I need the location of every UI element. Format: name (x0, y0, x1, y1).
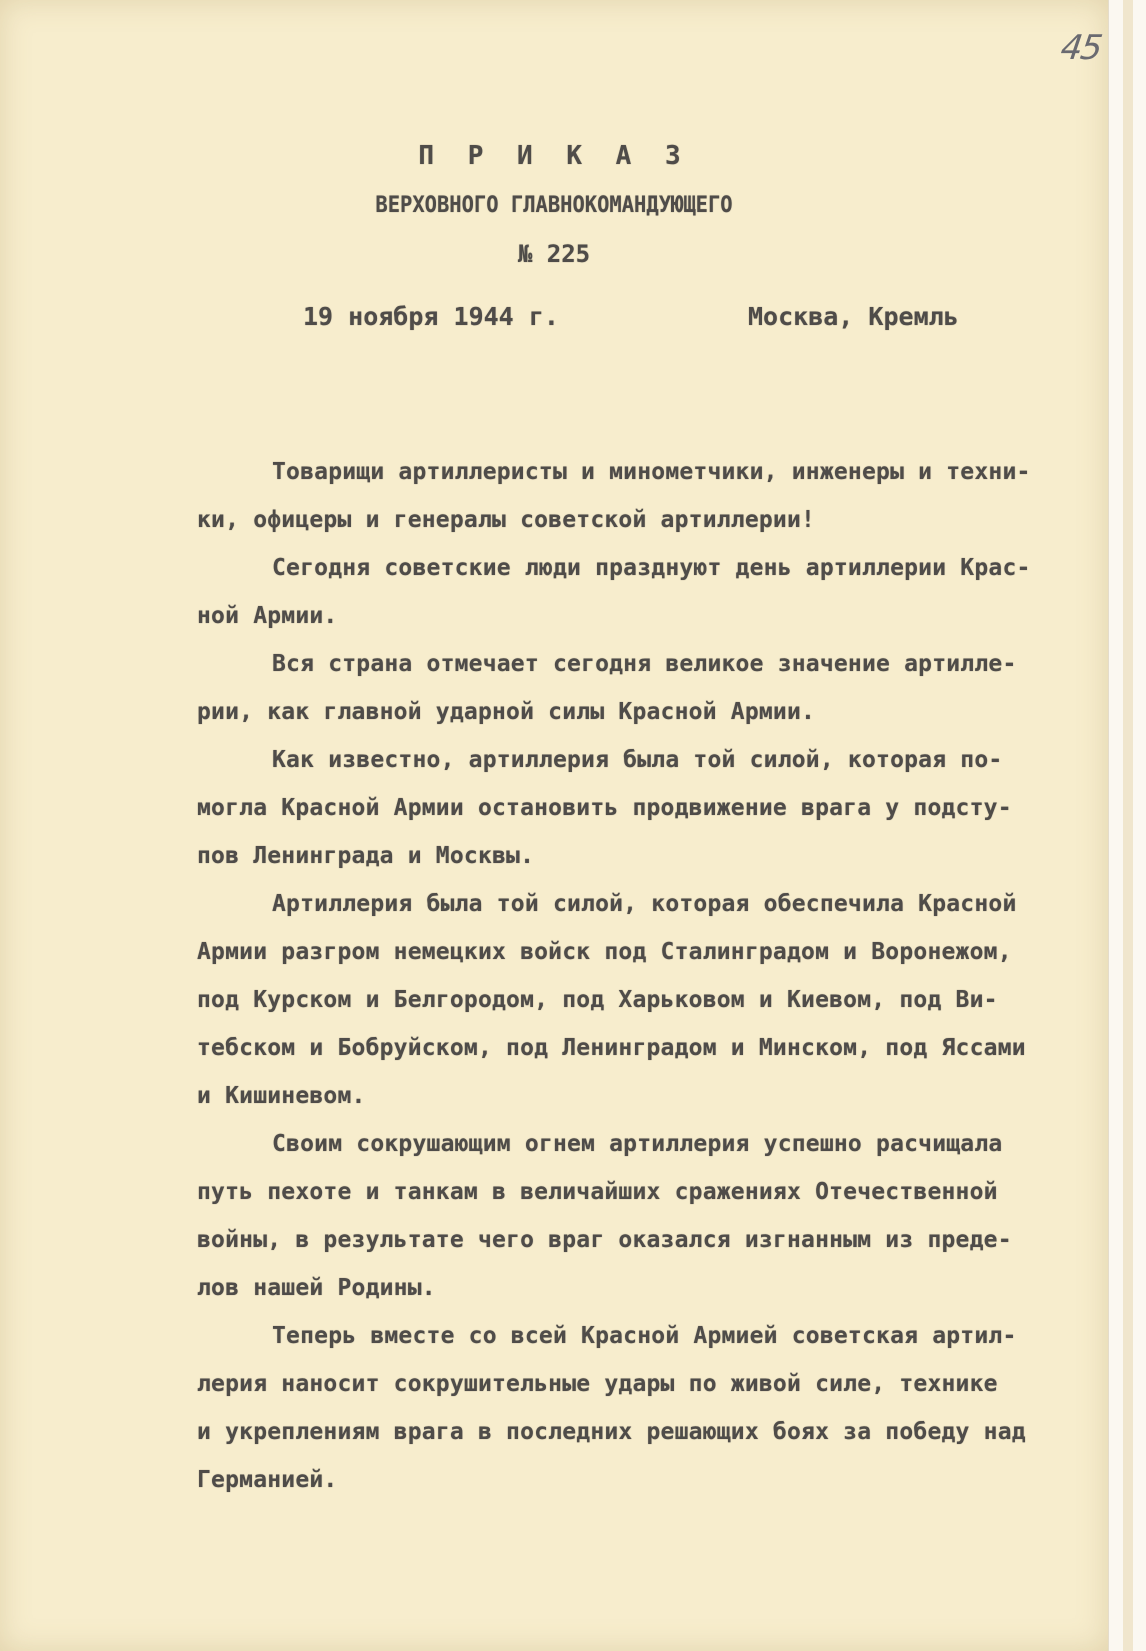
body-line: лов нашей Родины. (197, 1275, 436, 1301)
page-number: 45 (1058, 28, 1104, 68)
document-title: П Р И К А З (418, 141, 690, 171)
body-line: Вся страна отмечает сегодня великое значение артилле- (272, 651, 1017, 677)
page-edge-shadow (1123, 0, 1133, 1651)
body-line: пов Ленинграда и Москвы. (197, 843, 535, 869)
order-date: 19 ноября 1944 г. (303, 302, 559, 331)
body-line: рии, как главной ударной силы Красной Армии. (197, 699, 816, 725)
body-line: Как известно, артиллерия была той силой, которая по- (272, 747, 1003, 773)
body-line: Своим сокрушающим огнем артиллерия успешно расчищала (272, 1131, 1003, 1157)
document-body (197, 448, 1117, 1504)
body-line: и укреплениям врага в последних решающих боях за победу над (197, 1419, 1026, 1445)
body-line: Германией. (197, 1467, 338, 1493)
order-number: № 225 (517, 240, 591, 268)
document-subtitle: ВЕРХОВНОГО ГЛАВНОКОМАНДУЮЩЕГО (375, 193, 733, 218)
body-line: войны, в результате чего враг оказался изгнанным из преде- (197, 1227, 1012, 1253)
body-line: Артиллерия была той силой, которая обеспечила Красной (272, 891, 1017, 917)
body-line: Сегодня советские люди празднуют день артиллерии Крас- (272, 555, 1031, 581)
body-line: Товарищи артиллеристы и минометчики, инженеры и техни- (272, 459, 1031, 485)
body-line: Теперь вместе со всей Красной Армией советская артил- (272, 1323, 1017, 1349)
body-line: могла Красной Армии остановить продвижение врага у подсту- (197, 795, 1012, 821)
body-line: лерия наносит сокрушительные удары по живой силе, технике (197, 1371, 998, 1397)
body-line: путь пехоте и танкам в величайших сражениях Отечественной (197, 1179, 998, 1205)
body-line: тебском и Бобруйском, под Ленинградом и Минском, под Яссами (197, 1035, 1026, 1061)
body-line: Армии разгром немецких войск под Сталинградом и Воронежом, (197, 939, 1012, 965)
body-line: и Кишиневом. (197, 1083, 366, 1109)
page-edge (1108, 0, 1146, 1651)
body-line: ки, офицеры и генералы советской артиллерии! (197, 507, 816, 533)
order-place: Москва, Кремль (748, 302, 959, 331)
body-line: под Курском и Белгородом, под Харьковом и Киевом, под Ви- (197, 987, 998, 1013)
body-line: ной Армии. (197, 603, 338, 629)
